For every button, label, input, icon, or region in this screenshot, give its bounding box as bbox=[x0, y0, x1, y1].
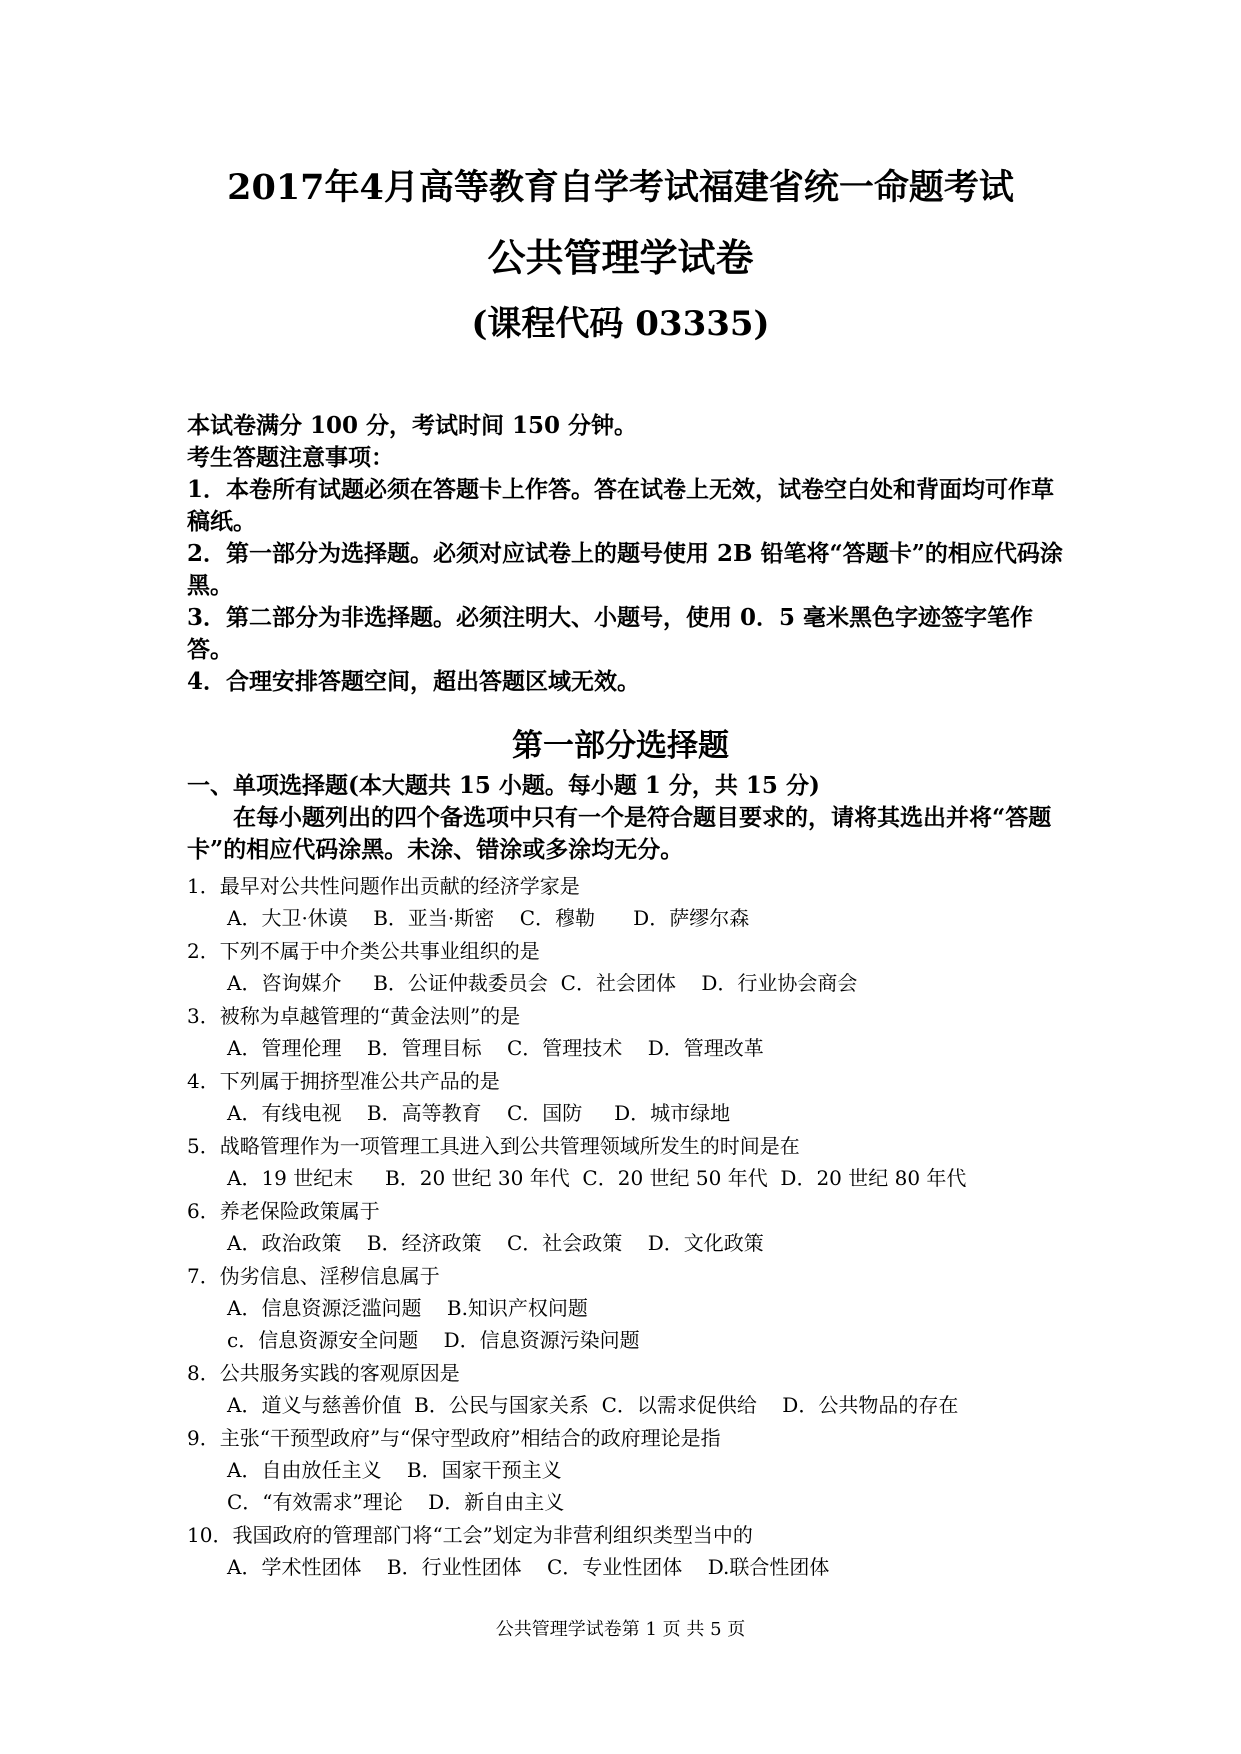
question-4: 4．下列属于拥挤型准公共产品的是 bbox=[187, 1069, 500, 1093]
question-1: 1．最早对公共性问题作出贡献的经济学家是 bbox=[187, 874, 580, 898]
notice-item-3: 3．第二部分为非选择题。必须注明大、小题号，使用 0．5 毫米黑色字迹签字笔作答。 bbox=[187, 604, 1034, 663]
section-heading: 一、单项选择题(本大题共 15 小题。每小题 1 分，共 15 分) bbox=[187, 772, 820, 799]
question-6: 6．养老保险政策属于 bbox=[187, 1199, 380, 1223]
question-9-options-row1: A．自由放任主义 B．国家干预主义 bbox=[227, 1458, 562, 1482]
question-7-options-row2: c．信息资源安全问题 D．信息资源污染问题 bbox=[227, 1328, 640, 1352]
part-one-title: 第一部分选择题 bbox=[512, 728, 729, 764]
question-2: 2．下列不属于中介类公共事业组织的是 bbox=[187, 939, 540, 963]
page-footer: 公共管理学试卷第 1 页 共 5 页 bbox=[495, 1619, 746, 1640]
question-8-options: A．道义与慈善价值 B．公民与国家关系 C．以需求促供给 D．公共物品的存在 bbox=[227, 1393, 959, 1417]
notice-item-2: 2．第一部分为选择题。必须对应试卷上的题号使用 2B 铅笔将“答题卡”的相应代码涂黑。 bbox=[187, 540, 1063, 599]
notice-item-1: 1．本卷所有试题必须在答题卡上作答。答在试卷上无效，试卷空白处和背面均可作草稿纸。 bbox=[187, 476, 1055, 535]
section-instructions: 在每小题列出的四个备选项中只有一个是符合题目要求的，请将其选出并将“答题卡”的相应代码涂黑。未涂、错涂或多涂均无分。 bbox=[187, 804, 1052, 863]
notice-heading: 考生答题注意事项： bbox=[187, 444, 394, 471]
question-5-options: A．19 世纪末 B．20 世纪 30 年代 C．20 世纪 50 年代 D．20 世纪 80 年代 bbox=[227, 1166, 967, 1190]
question-1-options: A．大卫·休谟 B．亚当·斯密 C．穆勒 D．萨缪尔森 bbox=[227, 906, 750, 930]
question-10: 10．我国政府的管理部门将“工会”划定为非营利组织类型当中的 bbox=[187, 1523, 753, 1547]
question-8: 8．公共服务实践的客观原因是 bbox=[187, 1361, 460, 1385]
question-5: 5．战略管理作为一项管理工具进入到公共管理领域所发生的时间是在 bbox=[187, 1134, 800, 1158]
question-10-options: A．学术性团体 B．行业性团体 C．专业性团体 D.联合性团体 bbox=[227, 1555, 830, 1579]
exam-notice bbox=[187, 410, 1067, 698]
question-2-options: A．咨询媒介 B．公证仲裁委员会 C．社会团体 D．行业协会商会 bbox=[227, 971, 858, 995]
notice-score-time: 本试卷满分 100 分，考试时间 150 分钟。 bbox=[187, 412, 638, 439]
exam-title: 2017年4月高等教育自学考试福建省统一命题考试 bbox=[227, 167, 1014, 208]
question-7-options-row1: A．信息资源泛滥问题 B.知识产权问题 bbox=[227, 1296, 588, 1320]
course-code: (课程代码 03335) bbox=[471, 304, 770, 344]
question-6-options: A．政治政策 B．经济政策 C．社会政策 D．文化政策 bbox=[227, 1231, 764, 1255]
question-9: 9．主张“干预型政府”与“保守型政府”相结合的政府理论是指 bbox=[187, 1426, 721, 1450]
question-4-options: A．有线电视 B．高等教育 C．国防 D．城市绿地 bbox=[227, 1101, 731, 1125]
question-3-options: A．管理伦理 B．管理目标 C．管理技术 D．管理改革 bbox=[227, 1036, 764, 1060]
question-9-options-row2: C．“有效需求”理论 D．新自由主义 bbox=[227, 1490, 565, 1514]
paper-subtitle: 公共管理学试卷 bbox=[487, 235, 754, 280]
question-7: 7．伪劣信息、淫秽信息属于 bbox=[187, 1264, 440, 1288]
question-3: 3．被称为卓越管理的“黄金法则”的是 bbox=[187, 1004, 521, 1028]
notice-item-4: 4．合理安排答题空间，超出答题区域无效。 bbox=[187, 668, 641, 695]
